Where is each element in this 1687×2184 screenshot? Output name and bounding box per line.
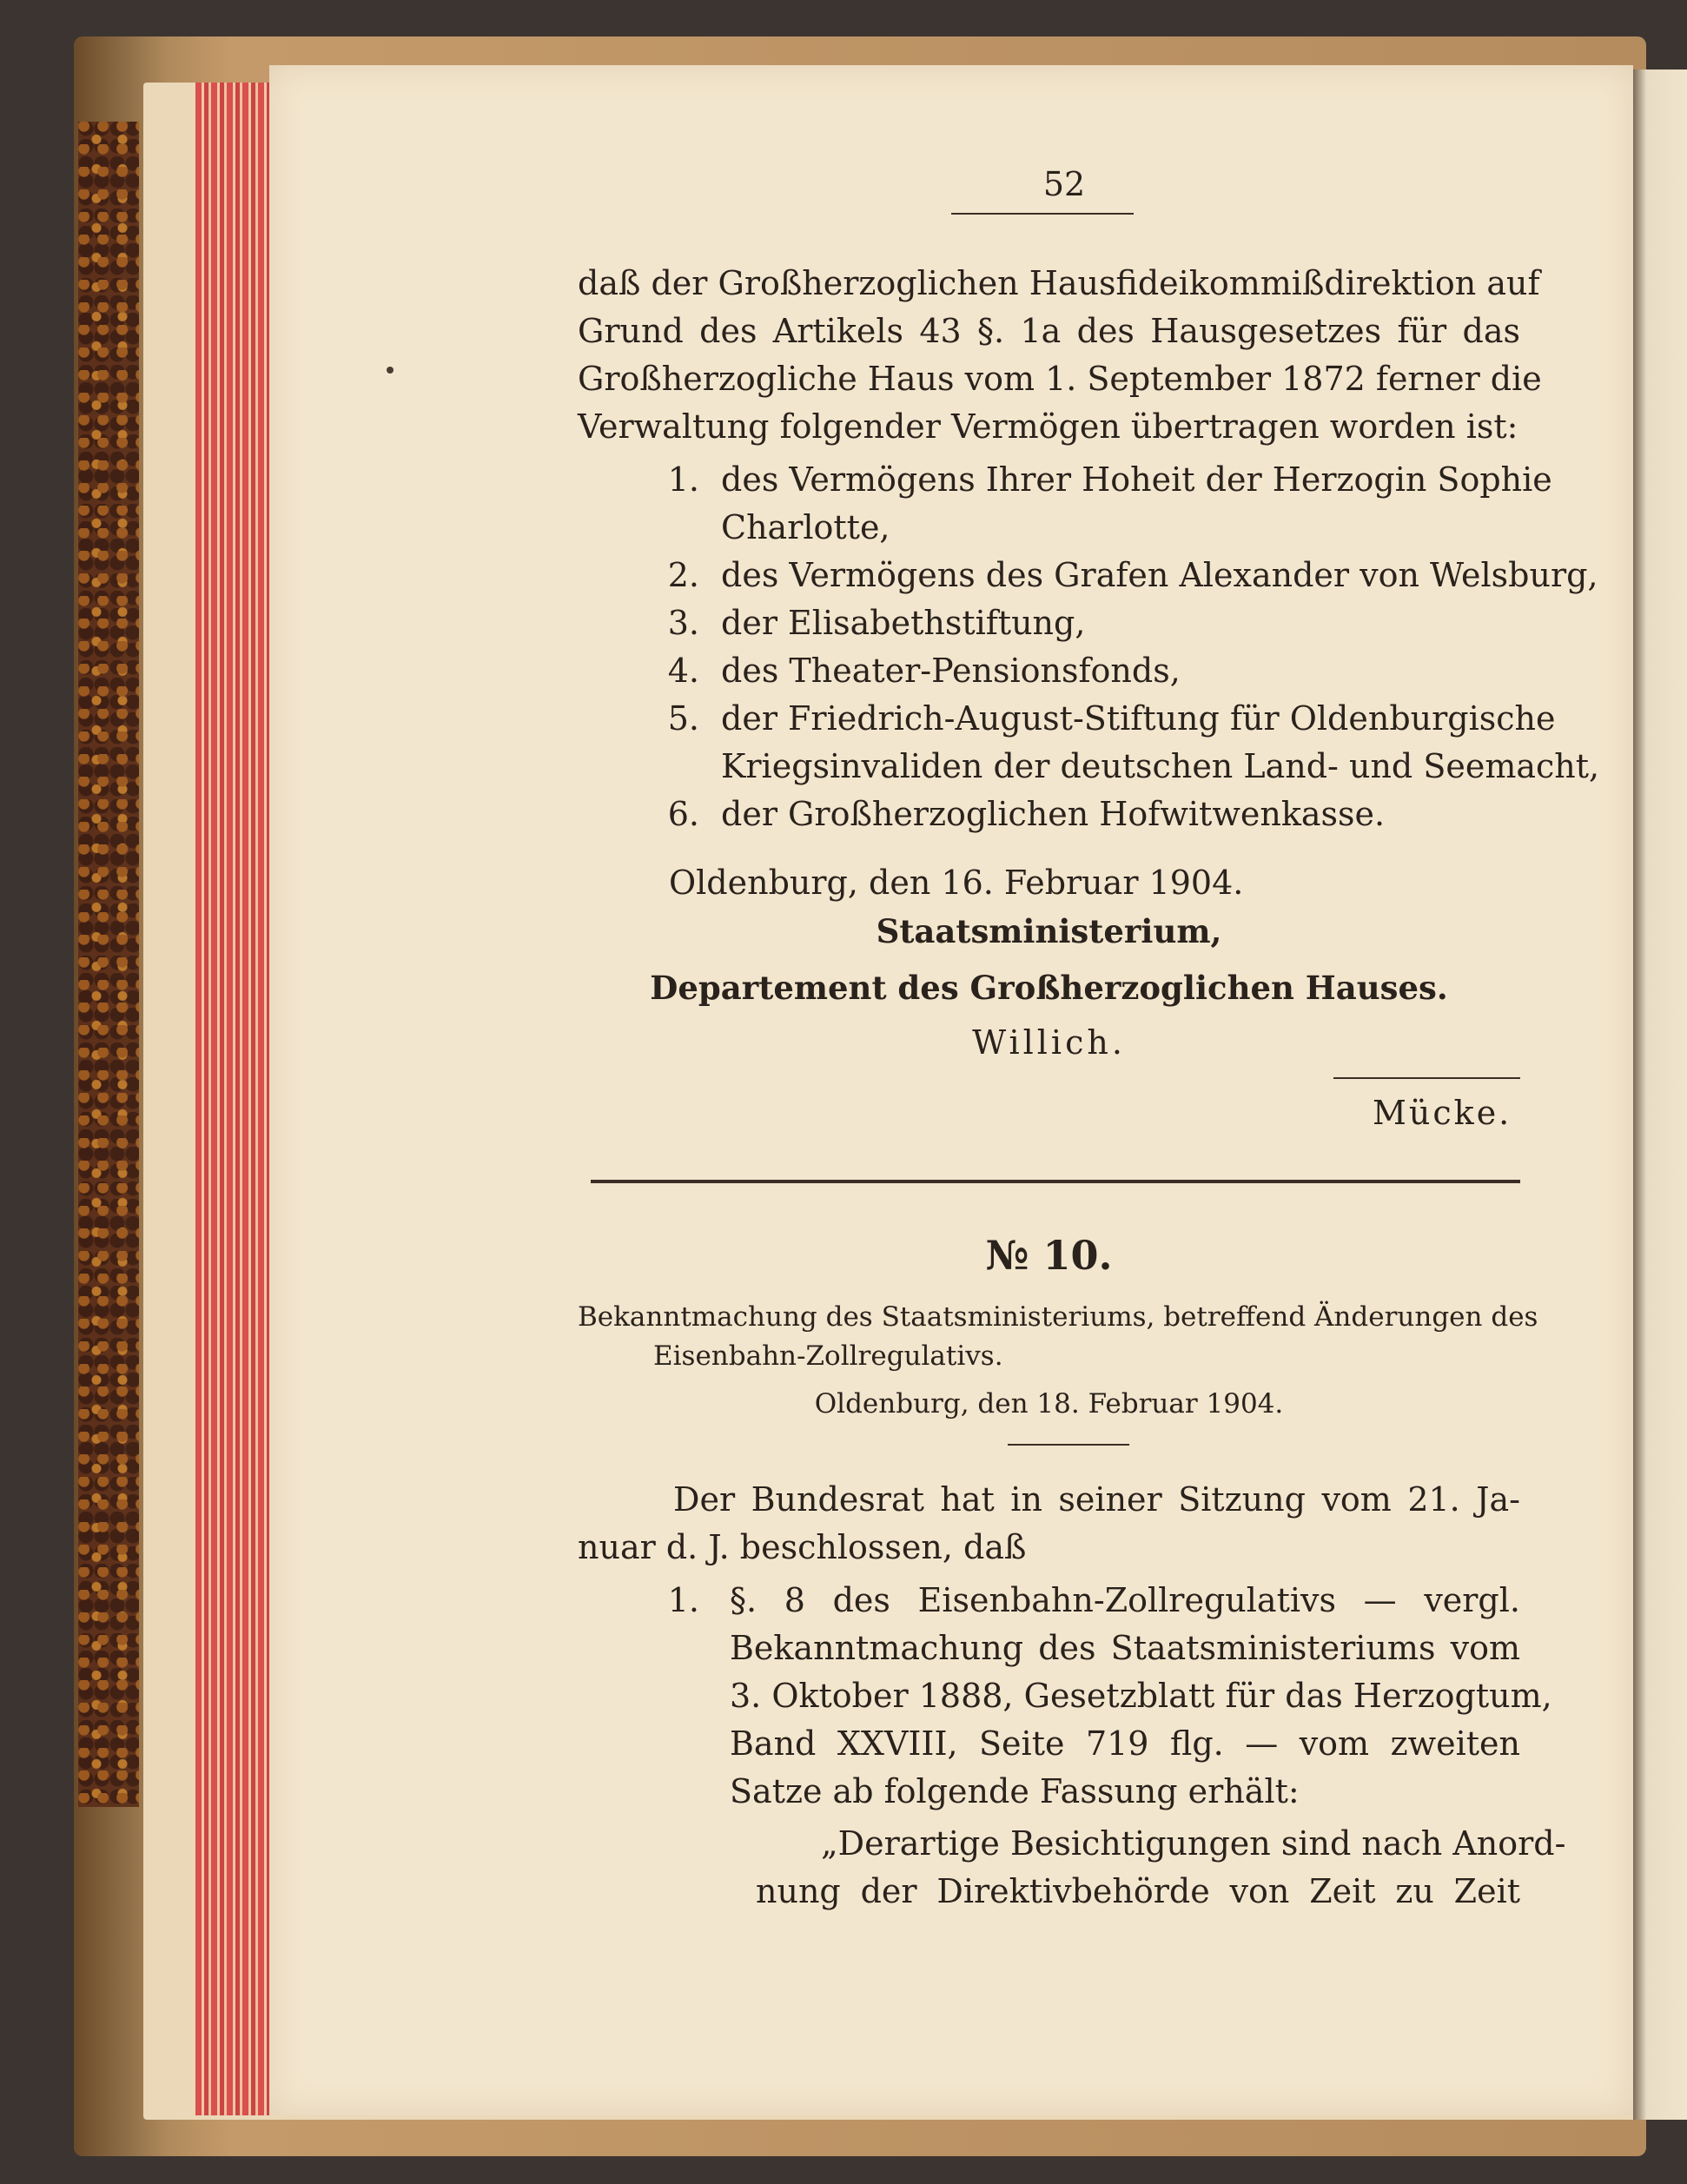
body-item-text: Band XXVIII, Seite 719 flg. — vom zweiten bbox=[730, 1724, 1520, 1763]
list-item-text: des Theater-Pensionsfonds, bbox=[721, 652, 1181, 690]
list-item-text: der Friedrich-August-Stiftung für Oldenburgische bbox=[721, 699, 1556, 738]
authority-title: Staatsministerium, bbox=[876, 912, 1222, 950]
list-item-text: der Großherzoglichen Hofwitwenkasse. bbox=[721, 795, 1386, 833]
list-number: 6. bbox=[667, 795, 699, 833]
quote-line: „Derartige Besichtigungen sind nach Anord- bbox=[821, 1824, 1566, 1863]
section-number: № 10. bbox=[985, 1232, 1113, 1279]
section-divider bbox=[591, 1180, 1520, 1183]
authority-department: Departement des Großherzoglichen Hauses. bbox=[650, 969, 1448, 1007]
list-number: 4. bbox=[667, 652, 699, 690]
intro-line: daß der Großherzoglichen Hausfideikommißdirektion auf bbox=[578, 264, 1540, 302]
body-item-number: 1. bbox=[667, 1581, 699, 1619]
list-item-text: Kriegsinvaliden der deutschen Land- und Seemacht, bbox=[721, 747, 1600, 785]
intro-line: Verwaltung folgender Vermögen übertragen worden ist: bbox=[578, 407, 1518, 446]
body-item-text: Satze ab folgende Fassung erhält: bbox=[730, 1772, 1300, 1810]
body-item-text: §. 8 des Eisenbahn-Zollregulativs — vergl. bbox=[730, 1581, 1520, 1619]
list-item-text: Charlotte, bbox=[721, 508, 890, 546]
facing-page-edge bbox=[1633, 69, 1687, 2120]
list-number: 3. bbox=[667, 604, 699, 642]
section-title-line: Eisenbahn-Zollregulativs. bbox=[653, 1340, 1003, 1372]
body-item-text: Bekanntmachung des Staatsministeriums vom bbox=[730, 1629, 1520, 1667]
body-line: Der Bundesrat hat in seiner Sitzung vom 21. Ja- bbox=[673, 1480, 1520, 1519]
header-rule bbox=[951, 213, 1134, 215]
intro-line: Großherzogliche Haus vom 1. September 1872 ferner die bbox=[578, 360, 1542, 398]
list-item-text: des Vermögens Ihrer Hoheit der Herzogin Sophie bbox=[721, 460, 1552, 499]
list-number: 1. bbox=[667, 460, 699, 499]
red-page-edges bbox=[195, 83, 269, 2115]
list-item-text: der Elisabethstiftung, bbox=[721, 604, 1086, 642]
ink-speck bbox=[387, 367, 394, 374]
body-line: nuar d. J. beschlossen, daß bbox=[578, 1528, 1027, 1566]
list-number: 2. bbox=[667, 556, 699, 594]
page-number: 52 bbox=[1042, 165, 1086, 203]
signature-rule bbox=[1333, 1077, 1520, 1079]
intro-line: Grund des Artikels 43 §. 1a des Hausgesetzes für das bbox=[578, 312, 1520, 350]
date-rule bbox=[1008, 1444, 1129, 1446]
signature-willich: Willich. bbox=[972, 1023, 1126, 1062]
list-number: 5. bbox=[667, 699, 699, 738]
body-item-text: 3. Oktober 1888, Gesetzblatt für das Herzogtum, bbox=[730, 1677, 1552, 1715]
section-date: Oldenburg, den 18. Februar 1904. bbox=[814, 1388, 1284, 1420]
section-title-line: Bekanntmachung des Staatsministeriums, betreffend Änderungen des bbox=[578, 1301, 1538, 1333]
marbled-spine bbox=[78, 122, 139, 1807]
date-line: Oldenburg, den 16. Februar 1904. bbox=[669, 864, 1244, 902]
signature-muecke: Mücke. bbox=[1373, 1094, 1512, 1132]
quote-line: nung der Direktivbehörde von Zeit zu Zeit bbox=[756, 1872, 1520, 1910]
list-item-text: des Vermögens des Grafen Alexander von Welsburg, bbox=[721, 556, 1598, 594]
